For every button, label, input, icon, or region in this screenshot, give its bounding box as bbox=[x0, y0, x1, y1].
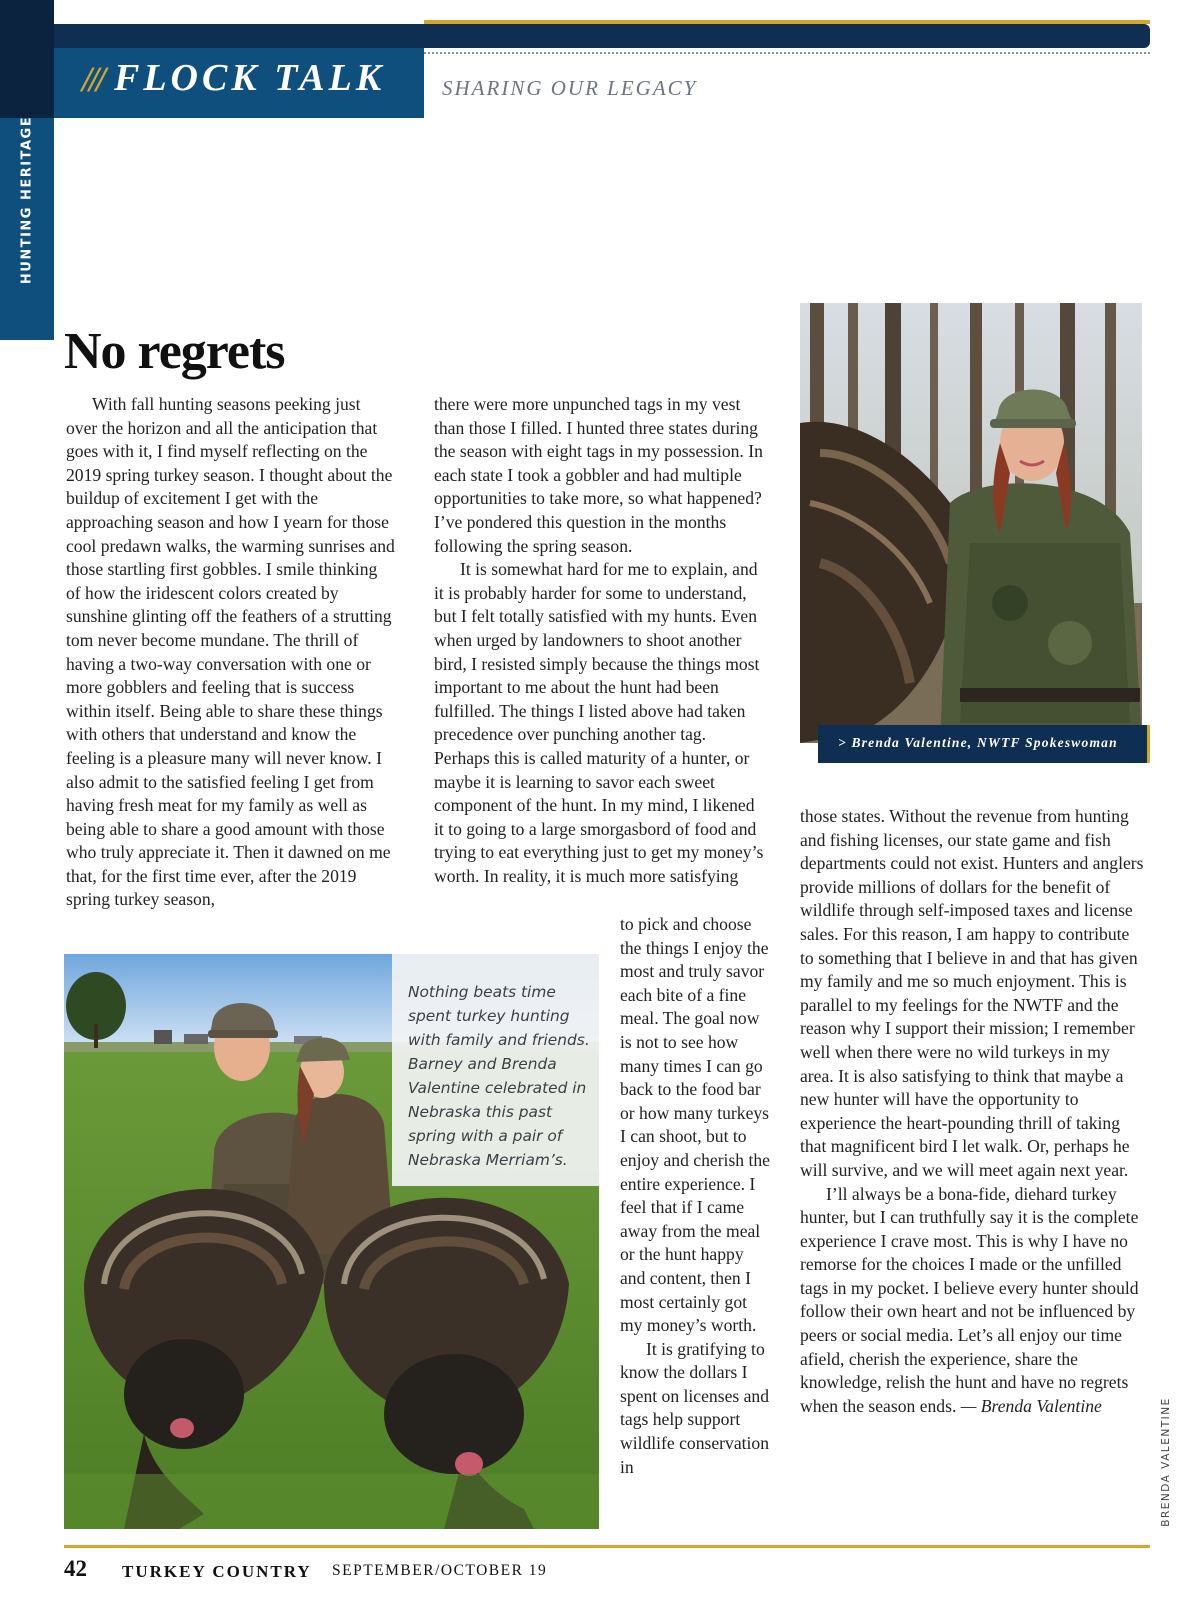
portrait-photo bbox=[800, 303, 1142, 743]
portrait-caption: > Brenda Valentine, NWTF Spokeswoman bbox=[838, 735, 1118, 750]
footer-rule bbox=[64, 1545, 1150, 1548]
header-stripes: /// bbox=[82, 59, 104, 99]
side-tab-top bbox=[0, 0, 54, 118]
paragraph: It is somewhat hard for me to explain, and it is probably harder for some to understand, but I felt totally satisfied with my hunts. Even when urged by landowners to shoot another bird, I resisted simply because the things most important to me about the hunt had been fulfilled. The things I listed above had taken precedence over punching another tag. Perhaps this is called maturity of a hunter, or maybe it is learning to savor each sweet component of the hunt. In my mind, I likened it to going to a large smorgasbord of food and trying to eat everything just to get my money’s worth. In reality, it is much more satisfying bbox=[434, 559, 764, 886]
side-tab-label: HUNTING HERITAGE bbox=[19, 115, 35, 285]
issue-date: SEPTEMBER/OCTOBER 19 bbox=[332, 1562, 548, 1579]
paragraph: to pick and choose the things I enjoy the most and truly savor each bite of a fine meal. The goal now is not to see how many times I can go back to the food bar or how many turkeys I can shoot, but to enjoy and cherish the entire experience. I feel that if I came away from the meal or the hunt happy and content, then I most certainly got my money’s worth. bbox=[620, 914, 770, 1336]
page-number: 42 bbox=[64, 1556, 87, 1581]
paragraph: With fall hunting seasons peeking just over the horizon and all the anticipation that goes with it, I find myself reflecting on the 2019 spring turkey season. I thought about the buildup of excitement I get with the approaching season and how I yearn for those cool predawn walks, the warming sunrises and those startling first gobbles. I smile thinking of how the iridescent colors created by sunshine glinting off the feathers of a strutting tom never become mundane. The thrill of having a two-way conversation with one or more gobblers and feeling that is success within itself. Being able to share these things with others that understand and know the feeling is a pleasure many will never know. I also admit to the satisfied feeling I get from having fresh meat for my family as well as being able to share a good amount with those who truly appreciate it. Then it dawned on me that, for the first time ever, after the 2019 spring turkey season, bbox=[66, 394, 395, 910]
paragraph: those states. Without the revenue from hunting and fishing licenses, our state game and fish departments could not exist. Hunters and anglers provide millions of dollars for the benefit of wildlife through self-imposed taxes and license sales. For this reason, I am happy to contribute to something that I believe in and that has given my family and me so much enjoyment. This is parallel to my feelings for the NWTF and the reason why I support their mission; I remember well when there were no wild turkeys in my area. It is also satisfying to think that maybe a new hunter will have the opportunity to experience the heart-pounding thrill of taking that magnificent bird I let walk. Or, perhaps he will survive, and we will meet again next year. bbox=[800, 806, 1144, 1180]
article-headline: No regrets bbox=[64, 323, 285, 380]
section-header bbox=[54, 48, 424, 118]
article-column-2-lower bbox=[620, 913, 772, 1479]
caption-accent bbox=[1147, 725, 1150, 763]
magazine-name: TURKEY COUNTRY bbox=[122, 1562, 312, 1581]
photo-credit: BRENDA VALENTINE bbox=[1160, 1397, 1172, 1527]
author-signature: — Brenda Valentine bbox=[960, 1395, 1102, 1416]
top-navy-bar bbox=[0, 24, 1150, 48]
paragraph bbox=[800, 1183, 1145, 1419]
photo-caption: Nothing beats time spent turkey hunting with family and friends. Barney and Brenda Valentine celebrated in Nebraska this past spring with a pair of Nebraska Merriam’s. bbox=[408, 983, 590, 1169]
section-subtitle: SHARING OUR LEGACY bbox=[442, 76, 698, 100]
section-title: FLOCK TALK bbox=[114, 57, 386, 99]
photo-caption-box bbox=[392, 954, 599, 1186]
paragraph-text: I’ll always be a bona-fide, diehard turkey hunter, but I can truthfully say it is the complete experience I crave most. This is why I have no remorse for the choices I made or the unfilled tags in my pocket. I believe every hunter should follow their own heart and not be influenced by peers or social media. Let’s all enjoy our time afield, cherish the experience, share the knowledge, relish the hunt and have no regrets when the season ends. bbox=[800, 1183, 1139, 1416]
article-column-1 bbox=[66, 393, 396, 912]
article-column-3 bbox=[800, 805, 1145, 1418]
dotted-rule bbox=[424, 52, 1150, 54]
portrait-caption-bar bbox=[818, 725, 1148, 763]
article-column-2 bbox=[434, 393, 764, 888]
paragraph: there were more unpunched tags in my vest than those I filled. I hunted three states during the season with eight tags in my possession. In each state I took a gobbler and had multiple opportunities to take more, so what happened? I’ve pondered this question in the months following the spring season. bbox=[434, 394, 763, 556]
paragraph: It is gratifying to know the dollars I spent on licenses and tags help support wildlife conservation in bbox=[620, 1338, 770, 1477]
